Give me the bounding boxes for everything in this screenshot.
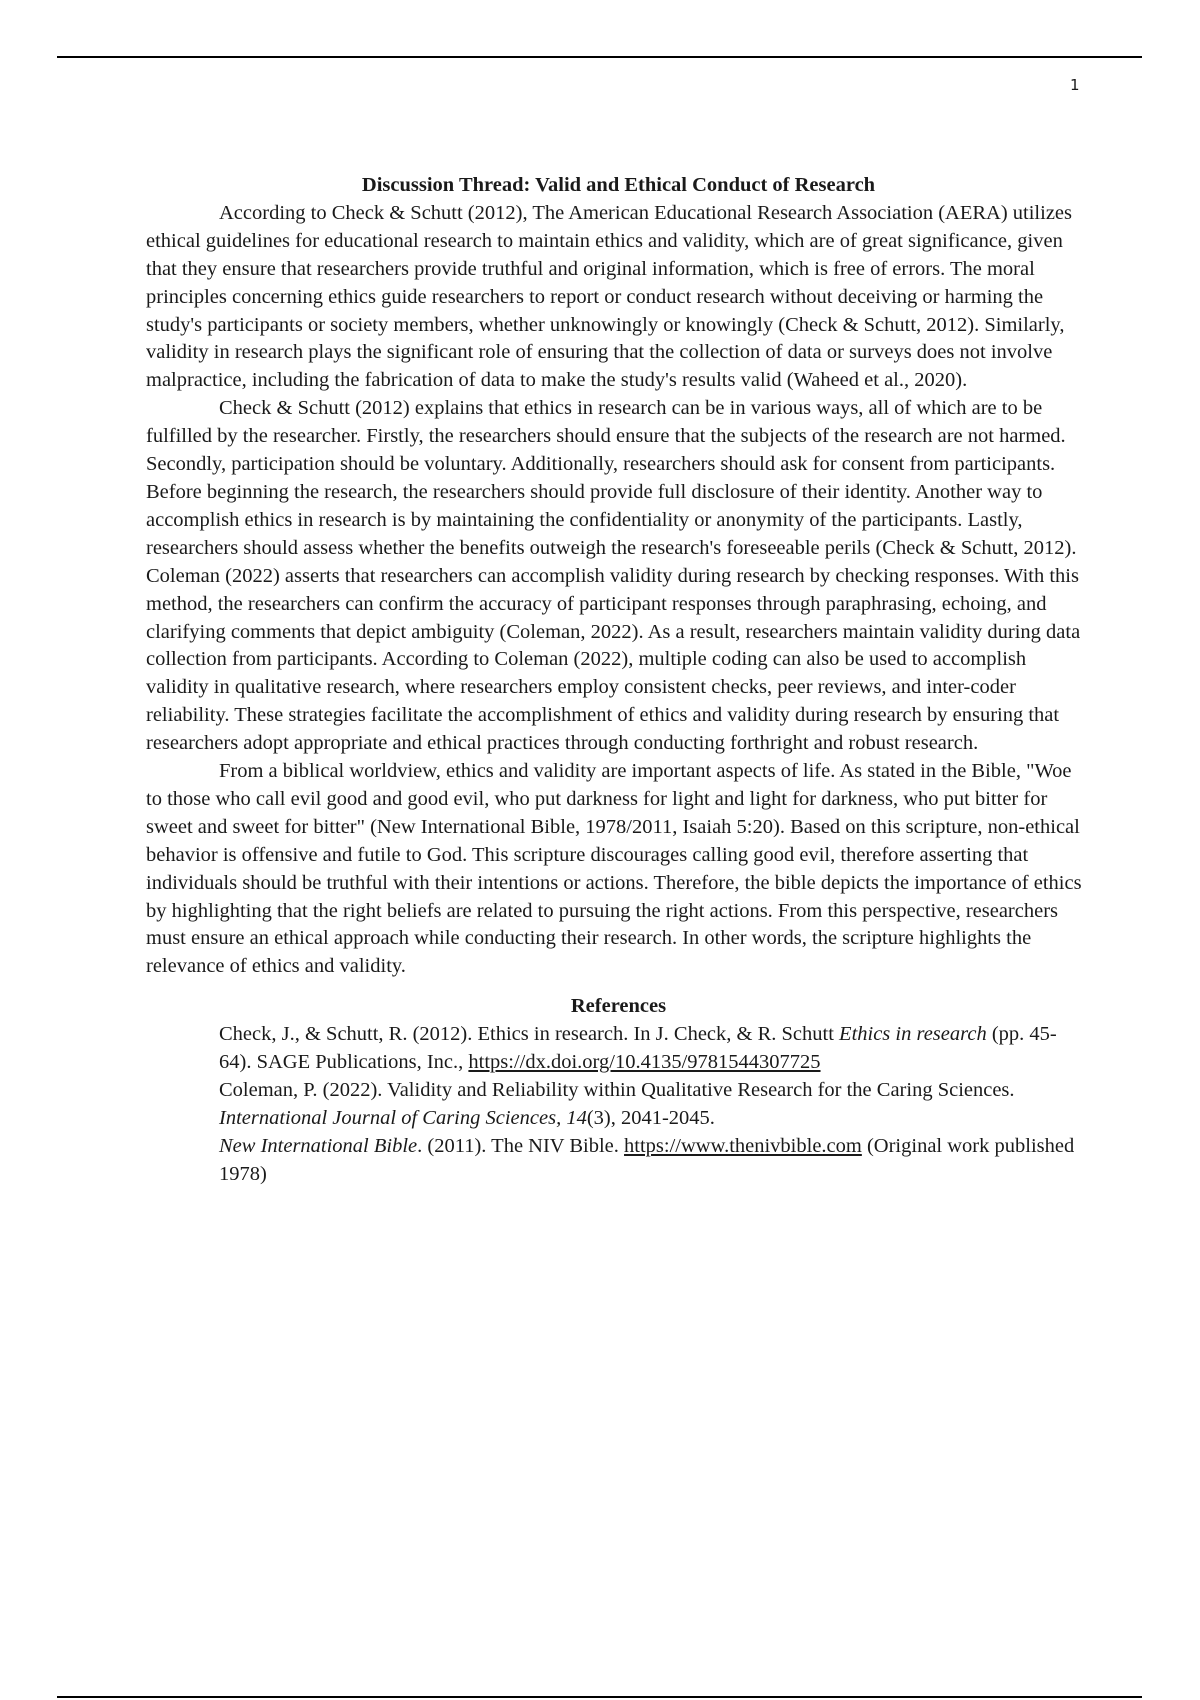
paragraph-2: Check & Schutt (2012) explains that ethics in research can be in various ways, all of which are to be fulfilled by the researcher. Firstly, the researchers should ensure that the subjects of the research are not harmed. Secondly, participation should be voluntary. Additionally, researchers should ask for consent from participants. Before beginning the research, the researchers should provide full disclosure of their identity. Another way to accomplish ethics in research is by maintaining the confidentiality or anonymity of the participants. Lastly, researchers should assess whether the benefits outweigh the research's foreseeable perils (Check & Schutt, 2012). Coleman (2022) asserts that researchers can accomplish validity during research by checking responses. With this method, the researchers can confirm the accuracy of participant responses through paraphrasing, echoing, and clarifying comments that depict ambiguity (Coleman, 2022). As a result, researchers maintain validity during data collection from participants. According to Coleman (2022), multiple coding can also be used to accomplish validity in qualitative research, where researchers employ consistent checks, peer reviews, and inter-coder reliability. These strategies facilitate the accomplishment of ethics and validity during research by ensuring that researchers adopt appropriate and ethical practices through conducting forthright and robust research. bbox=[146, 397, 1081, 755]
reference-coleman bbox=[219, 1077, 1089, 1133]
reference-text: (3), 2041-2045. bbox=[586, 1106, 715, 1129]
paragraph-3: From a biblical worldview, ethics and validity are important aspects of life. As stated in the Bible, "Woe to those who call evil good and good evil, who put darkness for light and light for darkness, who put bitter for sweet and sweet for bitter" (New International Bible, 1978/2011, Isaiah 5:20). Based on this scripture, non-ethical behavior is offensive and futile to God. This scripture discourages calling good evil, therefore asserting that individuals should be truthful with their intentions or actions. Therefore, the bible depicts the importance of ethics by highlighting that the right beliefs are related to pursuing the right actions. From this perspective, researchers must ensure an ethical approach while conducting their research. In other words, the scripture highlights the relevance of ethics and validity. bbox=[146, 760, 1082, 978]
references-heading: References bbox=[570, 995, 667, 1018]
paragraph-1: According to Check & Schutt (2012), The American Educational Research Association (AERA) utilizes ethical guidelines for educational research to maintain ethics and validity, which are of great significance, given that they ensure that researchers provide truthful and original information, which is free of errors. The moral principles concerning ethics guide researchers to report or conduct research without deceiving or harming the study's participants or society members, whether unknowingly or knowingly (Check & Schutt, 2012). Similarly, validity in research plays the significant role of ensuring that the collection of data or surveys does not involve malpractice, including the fabrication of data to make the study's results valid (Waheed et al., 2020). bbox=[146, 201, 1073, 392]
document-title: Discussion Thread: Valid and Ethical Conduct of Research bbox=[361, 174, 876, 196]
reference-italic-title: Ethics in research bbox=[839, 1023, 987, 1046]
reference-italic-journal: International Journal of Caring Sciences, 14 bbox=[219, 1106, 587, 1129]
page-number: 1 bbox=[1070, 76, 1080, 94]
references-list bbox=[219, 1021, 1089, 1188]
reference-niv-bible bbox=[219, 1133, 1089, 1189]
reference-text: Check, J., & Schutt, R. (2012). Ethics in research. In J. Check, & R. Schutt bbox=[219, 1023, 840, 1046]
footer-rule bbox=[57, 1696, 1142, 1698]
header-rule bbox=[57, 56, 1142, 58]
reference-text: (pp. 45-64). SAGE Publications, Inc., bbox=[219, 1023, 1057, 1074]
reference-text: (Original work published 1978) bbox=[219, 1134, 1075, 1185]
reference-niv-link[interactable]: https://www.thenivbible.com bbox=[624, 1134, 862, 1157]
document-body bbox=[146, 172, 1091, 1189]
reference-check-schutt bbox=[219, 1021, 1089, 1077]
reference-text: Coleman, P. (2022). Validity and Reliability within Qualitative Research for the Caring Sciences. bbox=[219, 1079, 1015, 1101]
reference-doi-link[interactable]: https://dx.doi.org/10.4135/9781544307725 bbox=[468, 1051, 821, 1074]
reference-italic-title: New International Bible bbox=[219, 1134, 418, 1157]
reference-text: . (2011). The NIV Bible. bbox=[417, 1134, 625, 1157]
